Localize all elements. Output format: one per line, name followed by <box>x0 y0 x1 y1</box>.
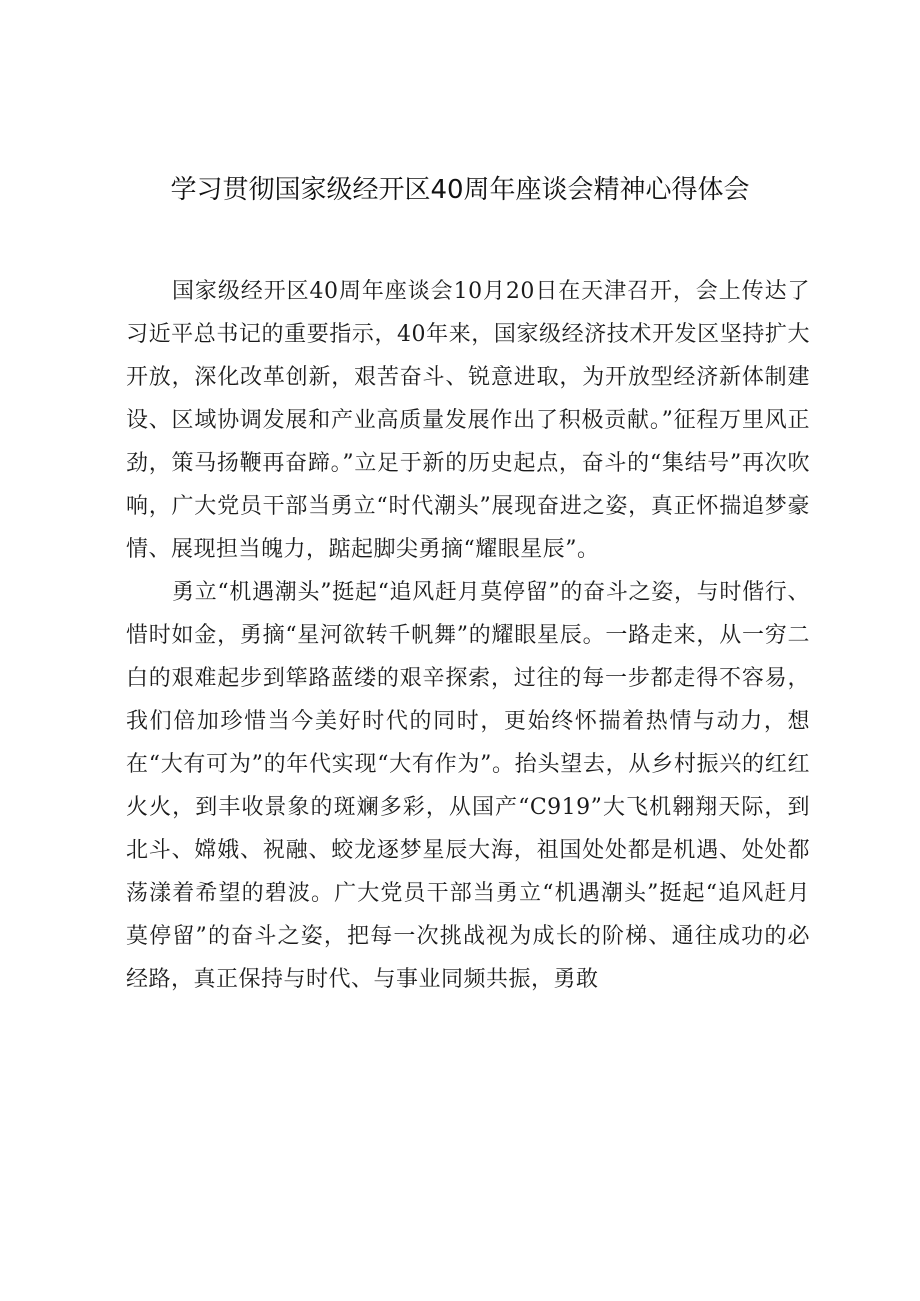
paragraph-2: 勇立“机遇潮头”挺起“追风赶月莫停留”的奋斗之姿，与时偕行、惜时如金，勇摘“星河欲转千帆舞”的耀眼星辰。一路走来，从一穷二白的艰难起步到筚路蓝缕的艰辛探索，过往的每一步都走得不容易，我们倍加珍惜当今美好时代的同时，更始终怀揣着热情与动力，想在“大有可为”的年代实现“大有作为”。抬头望去，从乡村振兴的红红火火，到丰收景象的斑斓多彩，从国产“C919”大飞机翱翔天际，到北斗、嫦娥、祝融、蛟龙逐梦星辰大海，祖国处处都是机遇、处处都荡漾着希望的碧波。广大党员干部当勇立“机遇潮头”挺起“追风赶月莫停留”的奋斗之姿，把每一次挑战视为成长的阶梯、通往成功的必经路，真正保持与时代、与事业同频共振，勇敢 <box>126 580 810 992</box>
document-body <box>126 270 810 1001</box>
document-title: 学习贯彻国家级经开区40周年座谈会精神心得体会 <box>170 175 750 205</box>
paragraph-1: 国家级经开区40周年座谈会10月20日在天津召开，会上传达了习近平总书记的重要指示，40年来，国家级经济技术开发区坚持扩大开放，深化改革创新，艰苦奋斗、锐意进取，为开放型经济新体制建设、区域协调发展和产业高质量发展作出了积极贡献。”征程万里风正劲，策马扬鞭再奋蹄。”立足于新的历史起点，奋斗的“集结号”再次吹响，广大党员干部当勇立“时代潮头”展现奋进之姿，真正怀揣追梦豪情、展现担当魄力，踮起脚尖勇摘“耀眼星辰”。 <box>126 279 810 562</box>
